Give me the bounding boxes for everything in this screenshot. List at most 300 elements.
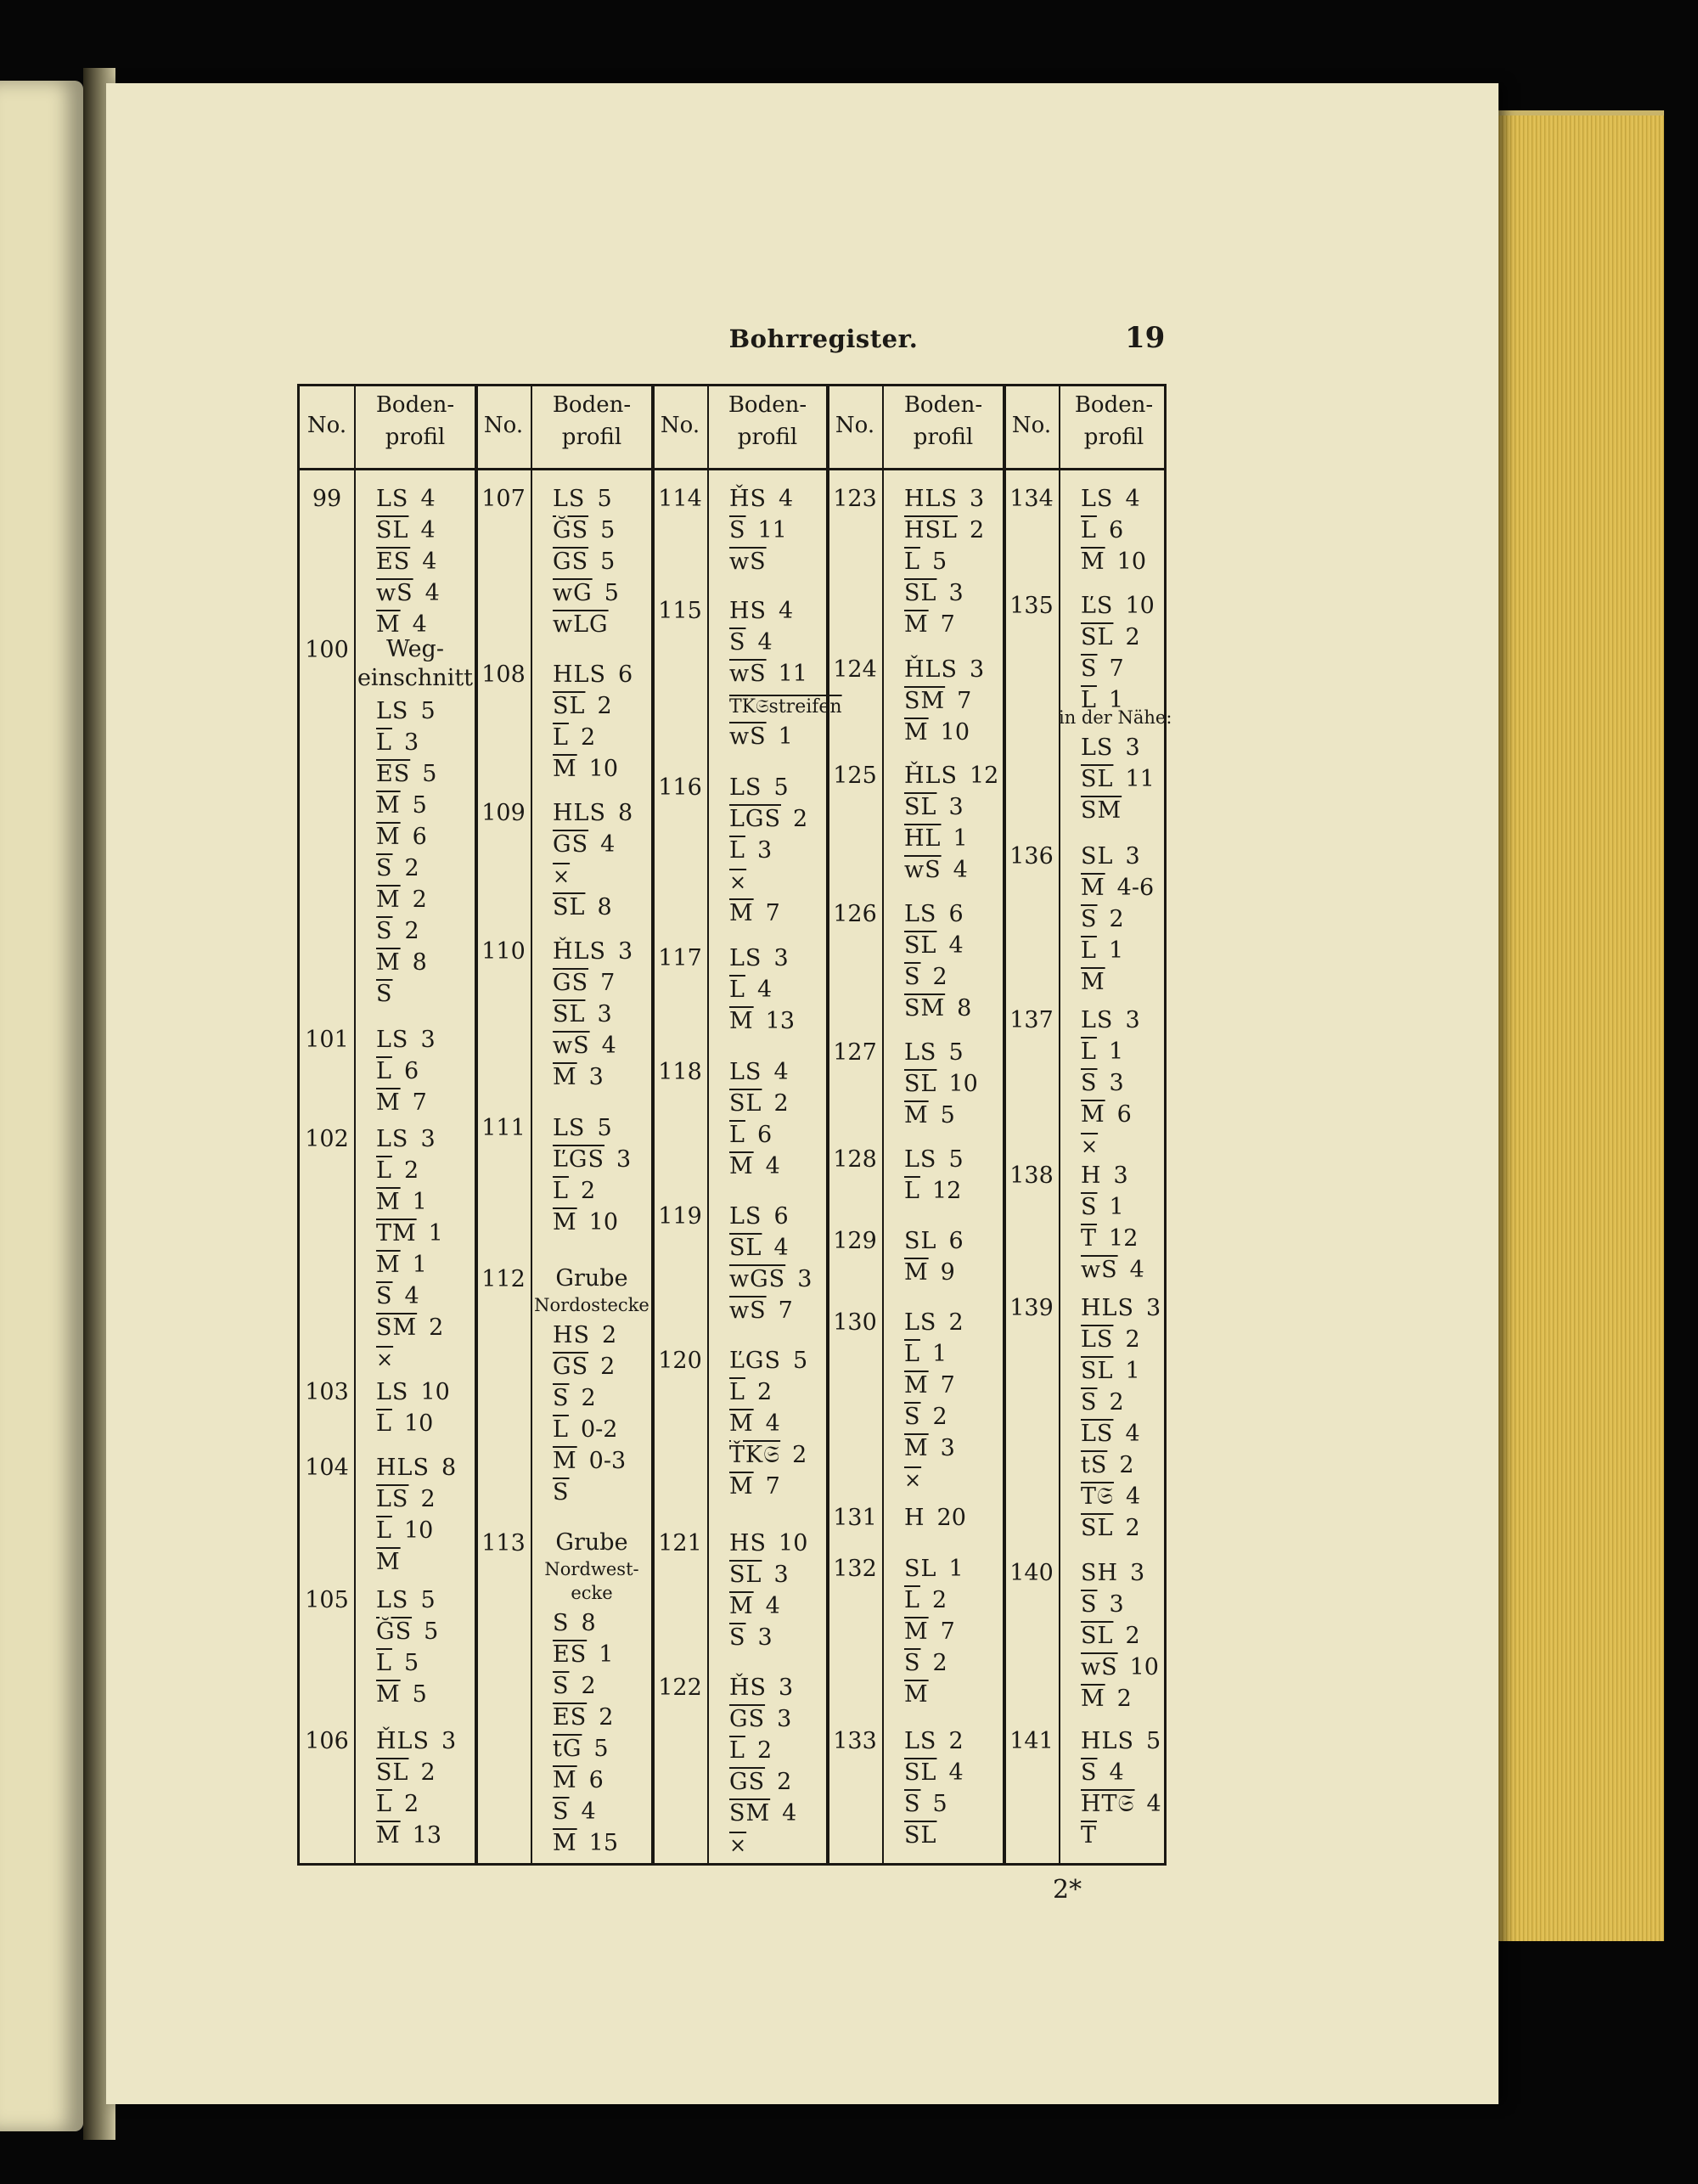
profile-layer — [376, 1821, 441, 1851]
profile-layer — [553, 1062, 604, 1093]
soil-code: $\overline{S}$ — [553, 1673, 570, 1699]
soil-code: $\overline{S}$ — [1081, 656, 1098, 682]
layer-thickness: 5 — [412, 1681, 427, 1708]
profile-layer — [1081, 1161, 1128, 1191]
profile-layer — [553, 968, 615, 999]
layer-thickness: 10 — [1116, 549, 1147, 575]
profile-layer — [729, 1798, 796, 1829]
boring-number: 99 — [312, 486, 342, 512]
boring-number: 128 — [833, 1146, 877, 1173]
boring-number: 106 — [305, 1728, 349, 1754]
cross-mark: × — [904, 1468, 922, 1492]
soil-code: $\overline{L}$ — [904, 1178, 920, 1204]
profile-note: Nordostecke — [534, 1295, 649, 1315]
profile-layer — [729, 628, 773, 658]
layer-thickness: 2 — [1116, 1686, 1132, 1712]
layer-thickness: 2 — [581, 1385, 596, 1411]
soil-code: $\overline{SL}$ — [376, 1759, 409, 1786]
soil-code: $\overline{wS}$ — [729, 549, 767, 575]
soil-code: $\overline{T}$ — [1081, 1225, 1098, 1252]
header-no: No. — [306, 413, 347, 438]
profile-layer — [553, 1320, 616, 1351]
soil-code: $\overline{ĞS}$ — [376, 1618, 413, 1645]
soil-code: $\overline{wS}$ — [553, 1033, 590, 1059]
soil-code: $\overline{M}$ — [376, 824, 401, 850]
soil-code: HLS — [904, 486, 958, 512]
soil-code: $\overline{L}$ — [376, 1410, 392, 1437]
layer-thickness: 2 — [932, 1404, 947, 1430]
profile-layer — [1081, 1192, 1124, 1223]
soil-code: LS — [376, 698, 409, 724]
layer-thickness: 2 — [756, 1737, 773, 1764]
header-bodenprofil-line: profil — [737, 425, 798, 450]
boring-number: 126 — [833, 901, 877, 927]
layer-thickness: 1 — [931, 1341, 947, 1367]
header-bodenprofil-line: Boden- — [728, 392, 807, 418]
soil-code: $\overline{M}$ — [904, 1372, 929, 1399]
layer-thickness: 4 — [1125, 1421, 1140, 1447]
profile-layer — [376, 1156, 419, 1186]
soil-code: $\overline{SL}$ — [553, 1001, 586, 1027]
soil-code: ŤK𝔖 — [729, 1442, 781, 1468]
layer-thickness: 4 — [765, 1153, 780, 1179]
profile-note: Weg- — [386, 636, 444, 662]
soil-code: $\overline{M}$ — [553, 756, 577, 782]
soil-code: $\overline{M}$ — [376, 1549, 401, 1575]
profile-layer — [904, 1789, 947, 1820]
profile-layer — [553, 1207, 618, 1238]
layer-thickness: 7 — [940, 611, 955, 638]
soil-code: $\overline{SL}$ — [1081, 1623, 1114, 1649]
profile-layer — [553, 484, 612, 515]
profile-layer — [1081, 1758, 1124, 1788]
profile-layer — [729, 1057, 789, 1088]
profile-layer — [376, 1617, 438, 1647]
boring-number: 121 — [658, 1530, 702, 1556]
soil-code: $\overline{SL}$ — [553, 894, 586, 920]
layer-thickness: 2 — [793, 806, 808, 832]
profile-layer — [376, 515, 436, 546]
profile-layer — [729, 836, 772, 866]
layer-thickness: 6 — [948, 1228, 964, 1254]
boring-number: 134 — [1009, 486, 1054, 512]
profile-layer — [553, 1797, 596, 1827]
profile-layer — [553, 1828, 618, 1859]
layer-thickness: 5 — [403, 1650, 419, 1676]
boring-number: 130 — [833, 1309, 877, 1336]
layer-thickness: 3 — [597, 1001, 612, 1027]
soil-code: LS — [376, 1027, 409, 1053]
profile-layer — [1081, 515, 1123, 546]
profile-layer — [1081, 591, 1155, 622]
soil-code: LS — [904, 1146, 937, 1173]
profile-layer — [904, 1617, 955, 1647]
profile-layer — [553, 1765, 604, 1796]
layer-thickness: 2 — [1125, 624, 1140, 650]
profile-layer — [376, 853, 419, 884]
layer-thickness: 4 — [1125, 486, 1140, 512]
layer-thickness: 2 — [948, 1728, 964, 1754]
profile-layer — [376, 979, 393, 1010]
soil-code: $\overline{S}$ — [904, 1404, 921, 1430]
layer-thickness: 2 — [1125, 1623, 1140, 1649]
layer-thickness: 2 — [403, 1791, 419, 1817]
layer-thickness: 6 — [412, 824, 427, 850]
profile-layer — [904, 824, 968, 854]
header-no: No. — [660, 413, 700, 438]
profile-layer — [553, 691, 612, 722]
layer-thickness: 3 — [1145, 1295, 1161, 1321]
profile-layer — [729, 1528, 807, 1559]
profile-layer — [1081, 764, 1155, 795]
profile-layer — [729, 1704, 791, 1735]
soil-code: ȞS — [729, 486, 767, 512]
layer-thickness: 2 — [420, 1486, 436, 1512]
boring-number: 133 — [833, 1728, 877, 1754]
header-bodenprofil-line: profil — [1083, 425, 1144, 450]
soil-code: $\overline{S}$ — [1081, 1194, 1098, 1220]
layer-thickness: 1 — [948, 1556, 964, 1582]
profile-layer — [553, 660, 633, 690]
layer-thickness: 10 — [588, 1209, 619, 1236]
soil-code: $\overline{M}$ — [376, 1822, 401, 1849]
cross-mark: × — [553, 864, 571, 888]
soil-code: ȞS — [729, 1675, 767, 1701]
layer-thickness: 3 — [969, 656, 985, 683]
layer-thickness: 3 — [588, 1064, 604, 1090]
profile-layer — [729, 773, 789, 803]
profile-layer — [553, 1734, 609, 1765]
layer-thickness: 5 — [1145, 1728, 1161, 1754]
soil-code: LS — [904, 901, 937, 927]
soil-code: $\overline{S}$ — [553, 1798, 570, 1825]
profile-layer — [1081, 1652, 1159, 1683]
profile-layer — [904, 1038, 964, 1068]
soil-code: $\overline{S}$ — [1081, 1389, 1098, 1416]
profile-layer — [904, 1402, 947, 1433]
profile-layer — [1081, 842, 1140, 872]
layer-thickness: 10 — [779, 1530, 808, 1556]
profile-layer — [376, 822, 427, 853]
signature-mark: 2* — [1053, 1875, 1082, 1905]
profile-layer — [376, 1680, 427, 1710]
layer-thickness: 5 — [422, 761, 437, 787]
layer-thickness: 10 — [948, 1071, 978, 1097]
header-bodenprofil-line: profil — [913, 425, 974, 450]
layer-thickness: 7 — [778, 1297, 793, 1324]
soil-code: ĽS — [1081, 593, 1114, 619]
soil-code: $\overline{M}$ — [729, 1410, 754, 1437]
boring-number: 129 — [833, 1228, 877, 1254]
soil-code: TK𝔖streifen — [729, 696, 842, 718]
layer-thickness: 3 — [1125, 843, 1140, 870]
profile-layer — [729, 898, 780, 929]
soil-code: $\overline{T}$ — [1081, 1822, 1098, 1849]
soil-code: $\overline{M}$ — [376, 792, 401, 819]
boring-number: 109 — [481, 800, 526, 826]
left-page-edge — [0, 81, 83, 2131]
soil-code: $\overline{SL}$ — [1081, 624, 1114, 650]
page-number: 19 — [1125, 321, 1166, 355]
profile-layer — [904, 484, 984, 515]
soil-code: $\overline{L}$ — [1081, 687, 1097, 713]
profile-layer — [1081, 1388, 1124, 1418]
soil-code: $\overline{wS}$ — [1081, 1654, 1118, 1680]
soil-code: HS — [553, 1322, 591, 1348]
profile-layer — [1081, 1621, 1140, 1652]
soil-code: $\overline{S}$ — [376, 918, 393, 944]
profile-layer — [553, 723, 595, 753]
layer-thickness: 4 — [779, 598, 794, 624]
profile-layer — [904, 1503, 966, 1534]
profile-layer — [376, 1313, 443, 1343]
profile-layer — [376, 885, 427, 915]
profile-layer — [376, 1409, 433, 1439]
soil-code: $\overline{SL}$ — [904, 1759, 937, 1786]
profile-layer — [1081, 1590, 1124, 1620]
profile-layer — [376, 1648, 419, 1679]
boring-number: 135 — [1009, 593, 1054, 619]
profile-layer — [1081, 1068, 1124, 1099]
profile-layer — [1081, 1037, 1123, 1067]
layer-thickness: 7 — [412, 1089, 427, 1116]
profile-layer — [729, 596, 793, 627]
soil-code: $\overline{L}$ — [376, 1650, 392, 1676]
layer-thickness: 8 — [957, 995, 972, 1022]
soil-code: $\overline{S}$ — [729, 1624, 746, 1651]
profile-layer — [553, 1176, 595, 1207]
layer-thickness: 4 — [412, 611, 427, 638]
layer-thickness: 2 — [1125, 1326, 1140, 1353]
layer-thickness: 7 — [765, 1473, 780, 1500]
profile-layer — [376, 1484, 436, 1515]
layer-thickness: 3 — [779, 1675, 794, 1701]
soil-code: HLS — [553, 661, 606, 688]
profile-layer — [553, 1415, 617, 1445]
layer-thickness: 2 — [777, 1769, 792, 1795]
boring-number: 107 — [481, 486, 526, 512]
layer-thickness: 2 — [969, 517, 985, 543]
soil-code: $\overline{GS}$ — [729, 1706, 766, 1732]
soil-code: $\overline{SL}$ — [729, 1235, 762, 1261]
layer-thickness: 4 — [756, 977, 773, 1003]
profile-layer — [904, 1680, 929, 1710]
boring-number: 141 — [1009, 1728, 1054, 1754]
profile-layer — [729, 1296, 793, 1326]
soil-code: $\overline{L}$ — [1081, 937, 1097, 964]
layer-thickness: 8 — [412, 949, 427, 976]
profile-layer — [729, 1202, 789, 1232]
soil-code: $\overline{TM}$ — [376, 1220, 417, 1247]
soil-code: $\overline{SL}$ — [904, 794, 937, 820]
layer-thickness: 5 — [412, 792, 427, 819]
soil-code: $\overline{S}$ — [904, 964, 921, 990]
soil-code: $\overline{SM}$ — [1081, 797, 1122, 824]
profile-layer — [729, 975, 772, 1005]
profile-layer — [904, 1308, 964, 1338]
soil-code: $\overline{M}$ — [729, 1008, 754, 1034]
soil-code: $\overline{L}$ — [553, 1178, 569, 1204]
soil-code: $\overline{L}$ — [376, 1157, 392, 1184]
profile-layer — [729, 722, 793, 752]
soil-code: $\overline{M}$ — [553, 1064, 577, 1090]
boring-number: 132 — [833, 1556, 877, 1582]
boring-number: 118 — [658, 1059, 702, 1085]
profile-layer — [729, 1830, 746, 1860]
soil-code: $\overline{S}$ — [904, 1791, 921, 1817]
profile-layer — [1081, 1513, 1140, 1544]
profile-layer — [904, 1100, 955, 1131]
soil-code: HLS — [553, 800, 606, 826]
profile-layer — [553, 1352, 615, 1382]
soil-code: $\overline{L}$ — [904, 549, 920, 575]
soil-code: $\overline{M}$ — [376, 949, 401, 976]
number-column-rule — [707, 386, 709, 1863]
profile-layer — [1081, 1482, 1140, 1512]
soil-code: HLS — [1081, 1295, 1134, 1321]
profile-layer — [1081, 936, 1123, 966]
layer-thickness: 4 — [757, 629, 773, 656]
layer-thickness: 11 — [1125, 766, 1155, 792]
profile-layer — [904, 1465, 921, 1495]
soil-code: $\overline{M}$ — [553, 1209, 577, 1236]
soil-code: $\overline{S}$ — [1081, 1591, 1098, 1618]
cross-mark: × — [1081, 1134, 1099, 1158]
boring-number: 101 — [305, 1027, 349, 1053]
profile-layer — [904, 515, 984, 546]
soil-code: $\overline{S}$ — [1081, 1759, 1098, 1786]
soil-code: $\overline{LS}$ — [376, 1486, 409, 1512]
profile-layer — [904, 1726, 964, 1757]
layer-thickness: 2 — [404, 918, 419, 944]
layer-thickness: 10 — [403, 1517, 434, 1544]
layer-thickness: 8 — [581, 1610, 596, 1636]
profile-layer — [729, 1736, 772, 1766]
profile-layer — [1081, 1131, 1098, 1162]
profile-layer — [553, 1703, 613, 1733]
stacked-page-edges — [1494, 110, 1664, 1941]
profile-layer — [553, 547, 615, 577]
profile-layer — [904, 1758, 964, 1788]
layer-thickness: 3 — [948, 580, 964, 606]
soil-code: LS — [729, 1203, 762, 1230]
profile-layer — [553, 1478, 570, 1508]
profile-layer — [1081, 654, 1124, 684]
profile-layer — [904, 1258, 955, 1288]
boring-number: 111 — [481, 1115, 526, 1141]
header-no: No. — [835, 413, 875, 438]
soil-code: $\overline{L}$ — [1081, 1039, 1097, 1065]
soil-code: $\overline{GS}$ — [553, 1354, 589, 1380]
layer-thickness: 2 — [581, 1673, 596, 1699]
soil-code: $\overline{L}$ — [376, 729, 392, 756]
layer-thickness: 10 — [940, 719, 970, 746]
profile-layer — [553, 515, 615, 546]
soil-code: $\overline{SM}$ — [729, 1800, 771, 1827]
layer-thickness: 0-3 — [588, 1448, 627, 1474]
profile-layer — [553, 1383, 596, 1414]
layer-thickness: 1 — [599, 1641, 614, 1668]
layer-thickness: 4 — [581, 1798, 596, 1825]
profile-layer — [729, 515, 787, 546]
profile-layer — [904, 1821, 936, 1851]
layer-thickness: 8 — [597, 894, 612, 920]
soil-code: $\overline{M}$ — [376, 1252, 401, 1278]
boring-number: 108 — [481, 661, 526, 688]
boring-number: 102 — [305, 1126, 349, 1152]
layer-thickness: 5 — [420, 1587, 436, 1613]
layer-thickness: 7 — [600, 970, 616, 996]
profile-layer — [376, 547, 436, 577]
profile-layer — [376, 1344, 393, 1375]
profile-layer — [553, 798, 633, 829]
layer-thickness: 5 — [597, 486, 612, 512]
layer-thickness: 4 — [765, 1593, 780, 1619]
layer-thickness: 2 — [403, 1157, 419, 1184]
profile-layer — [1081, 1726, 1161, 1757]
header-bodenprofil — [882, 389, 1004, 453]
layer-thickness: 3 — [1125, 1007, 1140, 1033]
boring-number: 140 — [1009, 1560, 1054, 1586]
layer-thickness: 4 — [404, 1283, 419, 1309]
boring-number: 100 — [305, 637, 349, 663]
layer-thickness: 6 — [756, 1122, 773, 1148]
header-bodenprofil — [354, 389, 476, 453]
soil-code: $\overline{M}$ — [1081, 1101, 1105, 1128]
header-bodenprofil-line: profil — [385, 425, 446, 450]
soil-code: $\overline{S}$ — [1081, 906, 1098, 932]
profile-layer — [553, 937, 633, 967]
profile-layer — [376, 696, 436, 727]
layer-thickness: 13 — [765, 1008, 796, 1034]
profile-layer — [904, 1585, 947, 1616]
layer-thickness: 7 — [957, 688, 972, 714]
soil-code: $\overline{wGS}$ — [729, 1266, 786, 1292]
profile-note: in der Nähe: — [1059, 707, 1172, 728]
boring-number: 124 — [833, 656, 877, 683]
boring-number: 104 — [305, 1455, 349, 1481]
soil-code: $\overline{M}$ — [1081, 1686, 1105, 1712]
layer-thickness: 5 — [940, 1102, 955, 1129]
header-bodenprofil-line: Boden- — [375, 392, 455, 418]
soil-code: $\overline{M}$ — [376, 611, 401, 638]
layer-thickness: 3 — [1113, 1162, 1128, 1189]
soil-code: $\overline{ES}$ — [376, 549, 411, 575]
profile-layer — [904, 1433, 955, 1464]
layer-thickness: 5 — [773, 774, 789, 801]
layer-thickness: 1 — [428, 1220, 443, 1247]
profile-layer — [904, 610, 955, 640]
layer-thickness: 1 — [1108, 1039, 1124, 1065]
header-bodenprofil-line: Boden- — [903, 392, 983, 418]
layer-thickness: 6 — [1108, 517, 1124, 543]
layer-thickness: 0-2 — [580, 1416, 618, 1443]
soil-code: $\overline{LS}$ — [1081, 1421, 1114, 1447]
soil-code: $\overline{wS}$ — [729, 1297, 767, 1324]
profile-layer — [904, 1371, 955, 1401]
profile-layer — [1081, 796, 1122, 826]
soil-code: $\overline{SL}$ — [1081, 1515, 1114, 1541]
layer-thickness: 4 — [1129, 1257, 1144, 1283]
profile-layer — [1081, 1224, 1138, 1254]
boring-number: 136 — [1009, 843, 1054, 870]
layer-thickness: 1 — [412, 1189, 427, 1215]
soil-code: S — [553, 1610, 570, 1636]
profile-note: einschnitt — [357, 665, 474, 691]
layer-thickness: 5 — [948, 1039, 964, 1066]
soil-code: $\overline{tS}$ — [1081, 1452, 1108, 1478]
boring-number: 116 — [658, 774, 702, 801]
